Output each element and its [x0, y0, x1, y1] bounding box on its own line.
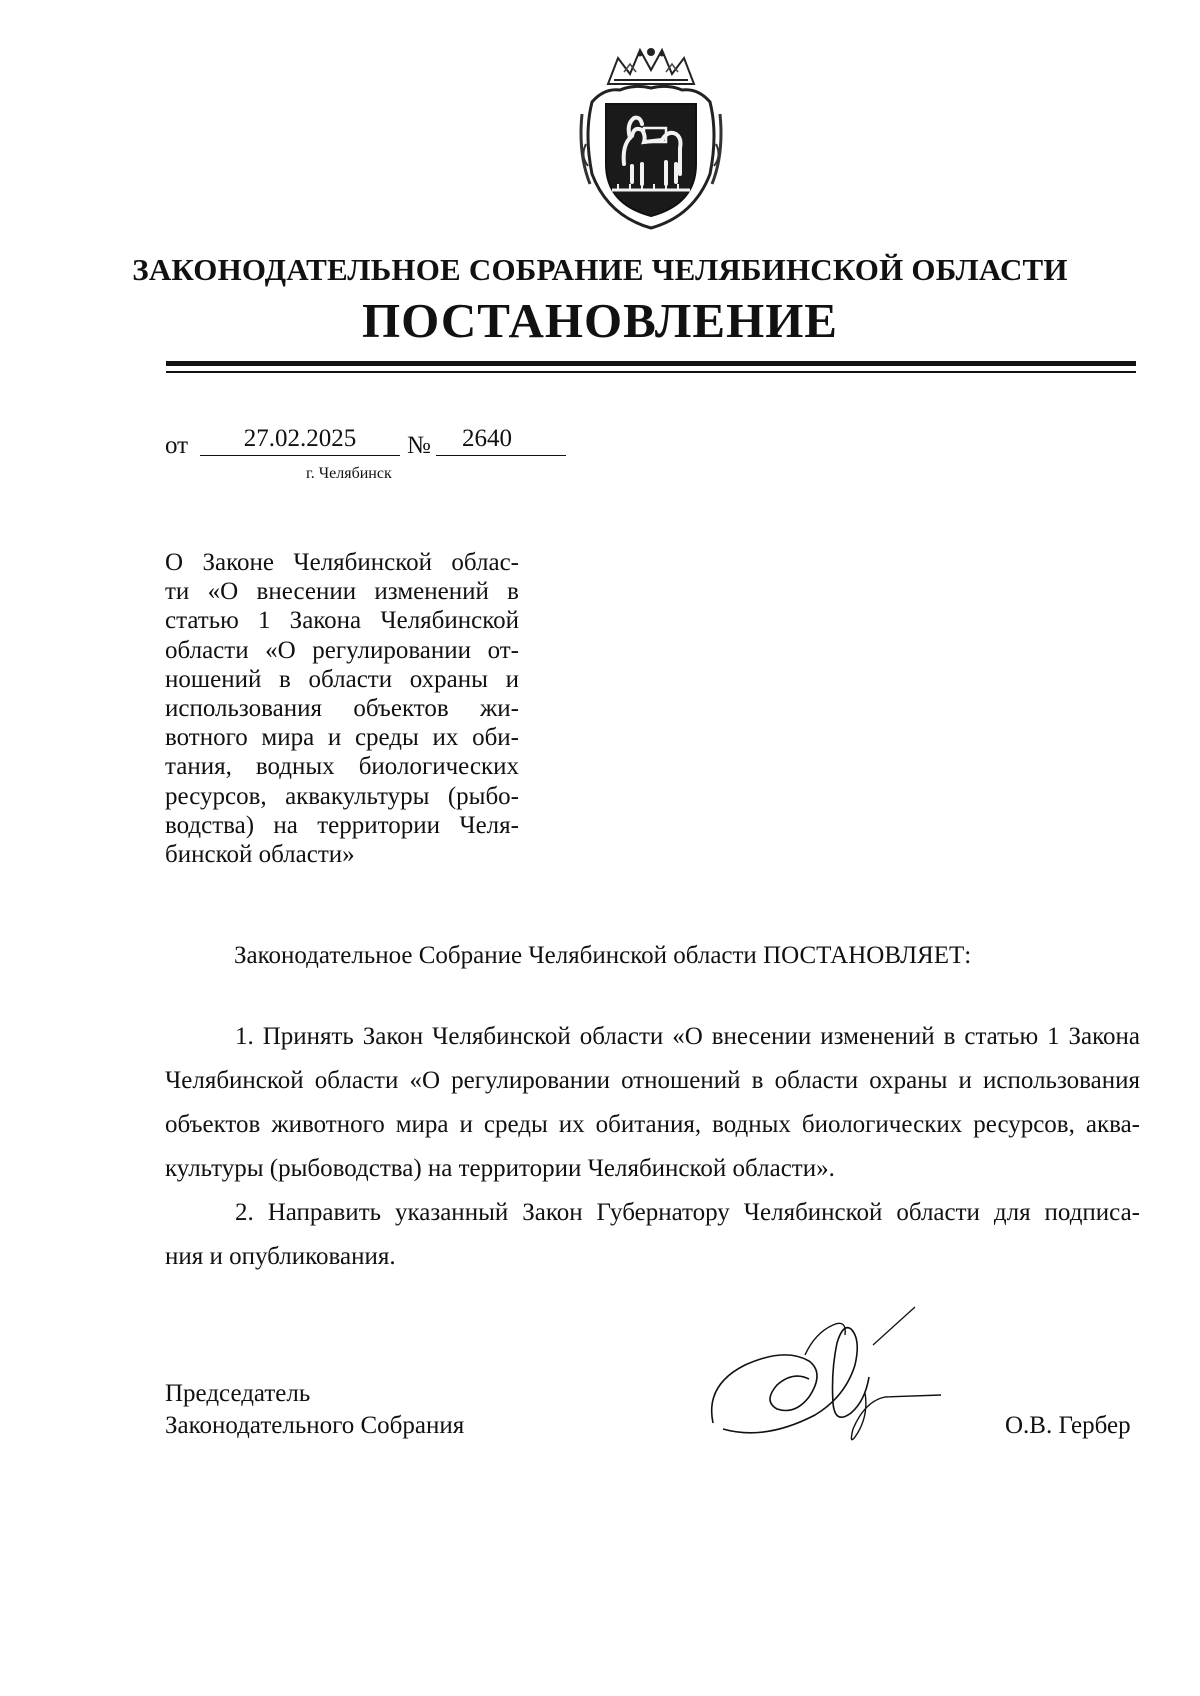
header-divider-thin	[166, 371, 1136, 373]
preamble: Законодательное Собрание Челябинской области ПОСТАНОВЛЯЕТ:	[234, 942, 972, 969]
paragraph-2	[165, 1191, 1140, 1279]
subject-line: ношений в области охраны и	[165, 665, 519, 693]
signatory-role-line: Законодательного Собрания	[165, 1412, 465, 1439]
subject-line: ти «О внесении изменений в	[165, 578, 519, 606]
paragraph-line: 1. Принять Закон Челябинской области «О внесении изменений в статью 1 Закона	[235, 1023, 1140, 1050]
subject-line: вотного мира и среды их оби-	[165, 724, 519, 752]
number-label: №	[407, 432, 431, 459]
subject-line: использования объектов жи-	[165, 695, 519, 723]
document-date: 27.02.2025	[200, 425, 400, 456]
coat-of-arms-icon	[578, 44, 724, 232]
paragraph-line: Челябинской области «О регулировании отношений в области охраны и использования	[165, 1067, 1140, 1094]
subject-line: области «О регулировании от-	[165, 636, 519, 664]
signatory-role	[165, 1378, 464, 1442]
paragraph-line: ния и опубликования.	[165, 1243, 396, 1270]
paragraph-line: объектов животного мира и среды их обитания, водных биологических ресурсов, аква-	[165, 1111, 1140, 1138]
date-label: от	[165, 432, 189, 459]
document-subject	[165, 548, 519, 869]
organization-title: ЗАКОНОДАТЕЛЬНОЕ СОБРАНИЕ ЧЕЛЯБИНСКОЙ ОБЛАСТИ	[132, 252, 1068, 287]
subject-line: статью 1 Закона Челябинской	[165, 607, 519, 635]
subject-line: бинской области»	[165, 841, 355, 869]
paragraph-line: культуры (рыбоводства) на территории Челябинской области».	[165, 1155, 835, 1182]
document-number: 2640	[436, 425, 566, 456]
subject-line: ресурсов, аквакультуры (рыбо-	[165, 782, 519, 810]
handwritten-signature-icon	[705, 1305, 945, 1455]
signatory-role-line: Председатель	[165, 1380, 311, 1407]
subject-line: тания, водных биологических	[165, 753, 519, 781]
document-type-heading: ПОСТАНОВЛЕНИЕ	[362, 293, 838, 348]
subject-line: О Законе Челябинской облас-	[165, 549, 519, 576]
paragraph-1	[165, 1015, 1140, 1191]
signatory-name: О.В. Гербер	[1005, 1412, 1131, 1439]
header-divider-thick	[166, 361, 1136, 366]
paragraph-line: 2. Направить указанный Закон Губернатору Челябинской области для подписа-	[235, 1199, 1140, 1226]
document-city: г. Челябинск	[306, 465, 392, 482]
subject-line: водства) на территории Челя-	[165, 811, 519, 839]
